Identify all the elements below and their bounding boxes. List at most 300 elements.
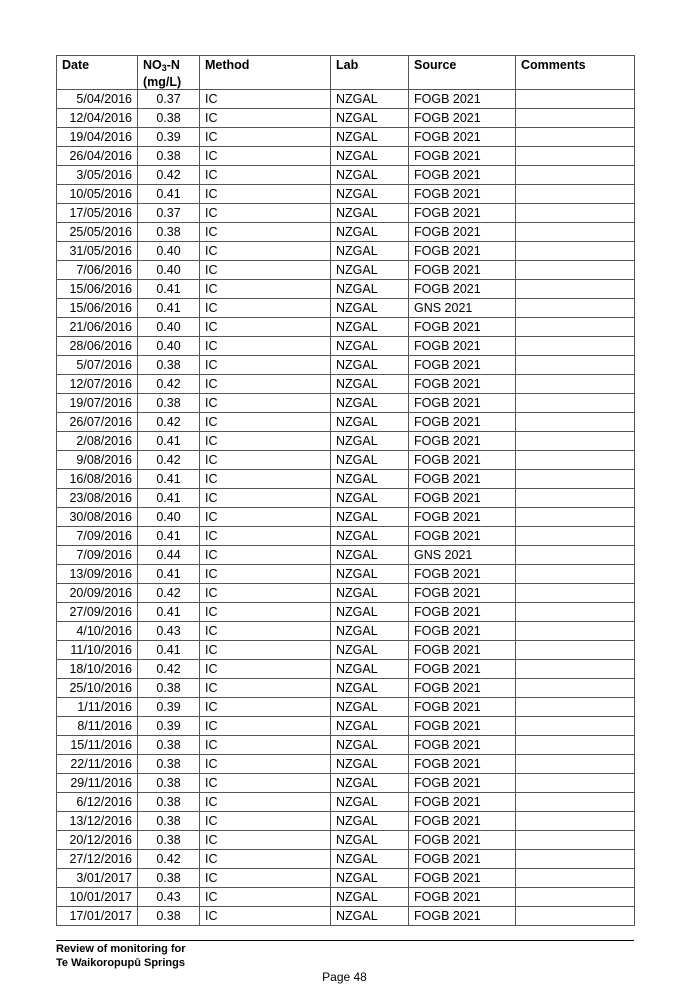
cell-lab: NZGAL [331, 679, 409, 698]
cell-method: IC [200, 641, 331, 660]
cell-comments [516, 869, 635, 888]
cell-no3n: 0.38 [138, 736, 200, 755]
cell-lab: NZGAL [331, 907, 409, 926]
cell-comments [516, 489, 635, 508]
cell-method: IC [200, 698, 331, 717]
cell-lab: NZGAL [331, 793, 409, 812]
table-row [57, 508, 635, 527]
cell-comments [516, 432, 635, 451]
cell-date: 7/09/2016 [57, 527, 138, 546]
cell-no3n: 0.38 [138, 812, 200, 831]
cell-comments [516, 565, 635, 584]
cell-source: FOGB 2021 [409, 185, 516, 204]
table-header-row [57, 56, 635, 90]
cell-lab: NZGAL [331, 90, 409, 109]
cell-method: IC [200, 223, 331, 242]
cell-comments [516, 470, 635, 489]
cell-no3n: 0.38 [138, 755, 200, 774]
cell-method: IC [200, 679, 331, 698]
cell-date: 26/04/2016 [57, 147, 138, 166]
table-row [57, 565, 635, 584]
cell-method: IC [200, 299, 331, 318]
cell-comments [516, 888, 635, 907]
table-row [57, 166, 635, 185]
cell-lab: NZGAL [331, 660, 409, 679]
table-row [57, 223, 635, 242]
cell-source: FOGB 2021 [409, 603, 516, 622]
cell-lab: NZGAL [331, 242, 409, 261]
cell-method: IC [200, 375, 331, 394]
cell-method: IC [200, 128, 331, 147]
cell-comments [516, 546, 635, 565]
cell-source: FOGB 2021 [409, 755, 516, 774]
table-row [57, 812, 635, 831]
cell-date: 20/09/2016 [57, 584, 138, 603]
header-source: Source [409, 56, 516, 90]
monitoring-table [56, 55, 635, 926]
cell-date: 11/10/2016 [57, 641, 138, 660]
cell-method: IC [200, 774, 331, 793]
cell-source: FOGB 2021 [409, 508, 516, 527]
cell-lab: NZGAL [331, 888, 409, 907]
cell-date: 20/12/2016 [57, 831, 138, 850]
cell-lab: NZGAL [331, 413, 409, 432]
cell-source: FOGB 2021 [409, 318, 516, 337]
cell-source: FOGB 2021 [409, 622, 516, 641]
cell-source: FOGB 2021 [409, 337, 516, 356]
cell-date: 17/01/2017 [57, 907, 138, 926]
cell-date: 23/08/2016 [57, 489, 138, 508]
cell-source: FOGB 2021 [409, 375, 516, 394]
table-row [57, 527, 635, 546]
cell-method: IC [200, 850, 331, 869]
cell-no3n: 0.38 [138, 774, 200, 793]
cell-date: 12/04/2016 [57, 109, 138, 128]
cell-source: FOGB 2021 [409, 793, 516, 812]
page-number: Page 48 [322, 970, 367, 984]
cell-source: FOGB 2021 [409, 660, 516, 679]
cell-no3n: 0.38 [138, 831, 200, 850]
table-row [57, 375, 635, 394]
cell-method: IC [200, 888, 331, 907]
cell-lab: NZGAL [331, 603, 409, 622]
table-row [57, 470, 635, 489]
header-no3-main: NO [143, 58, 162, 72]
cell-method: IC [200, 736, 331, 755]
table-row [57, 185, 635, 204]
cell-comments [516, 413, 635, 432]
cell-source: FOGB 2021 [409, 204, 516, 223]
cell-source: FOGB 2021 [409, 128, 516, 147]
cell-no3n: 0.40 [138, 261, 200, 280]
cell-date: 17/05/2016 [57, 204, 138, 223]
cell-comments [516, 774, 635, 793]
cell-comments [516, 850, 635, 869]
cell-method: IC [200, 451, 331, 470]
cell-date: 2/08/2016 [57, 432, 138, 451]
cell-no3n: 0.39 [138, 698, 200, 717]
cell-lab: NZGAL [331, 432, 409, 451]
cell-date: 31/05/2016 [57, 242, 138, 261]
cell-lab: NZGAL [331, 831, 409, 850]
cell-source: FOGB 2021 [409, 565, 516, 584]
cell-date: 10/05/2016 [57, 185, 138, 204]
cell-no3n: 0.42 [138, 660, 200, 679]
table-row [57, 736, 635, 755]
cell-method: IC [200, 204, 331, 223]
cell-method: IC [200, 337, 331, 356]
cell-lab: NZGAL [331, 698, 409, 717]
table-row [57, 109, 635, 128]
cell-method: IC [200, 432, 331, 451]
cell-date: 19/07/2016 [57, 394, 138, 413]
cell-no3n: 0.41 [138, 280, 200, 299]
table-row [57, 394, 635, 413]
table-row [57, 850, 635, 869]
footer-title-line2: Te Waikoropupū Springs [56, 957, 185, 969]
cell-no3n: 0.42 [138, 413, 200, 432]
table-row [57, 90, 635, 109]
cell-method: IC [200, 907, 331, 926]
cell-no3n: 0.42 [138, 375, 200, 394]
header-no3-sub: 3 [161, 63, 167, 73]
cell-comments [516, 204, 635, 223]
cell-lab: NZGAL [331, 223, 409, 242]
cell-comments [516, 736, 635, 755]
cell-date: 6/12/2016 [57, 793, 138, 812]
cell-method: IC [200, 755, 331, 774]
cell-no3n: 0.41 [138, 641, 200, 660]
cell-comments [516, 299, 635, 318]
cell-no3n: 0.38 [138, 907, 200, 926]
cell-no3n: 0.40 [138, 242, 200, 261]
cell-no3n: 0.41 [138, 299, 200, 318]
cell-no3n: 0.37 [138, 90, 200, 109]
cell-date: 25/10/2016 [57, 679, 138, 698]
cell-no3n: 0.41 [138, 527, 200, 546]
cell-no3n: 0.38 [138, 869, 200, 888]
table-row [57, 793, 635, 812]
table-row [57, 337, 635, 356]
cell-lab: NZGAL [331, 109, 409, 128]
cell-no3n: 0.39 [138, 717, 200, 736]
table-row [57, 432, 635, 451]
cell-lab: NZGAL [331, 451, 409, 470]
cell-no3n: 0.38 [138, 394, 200, 413]
table-row [57, 451, 635, 470]
cell-comments [516, 280, 635, 299]
cell-method: IC [200, 413, 331, 432]
table-row [57, 318, 635, 337]
cell-method: IC [200, 185, 331, 204]
footer-title-line1: Review of monitoring for [56, 943, 186, 955]
cell-date: 28/06/2016 [57, 337, 138, 356]
cell-lab: NZGAL [331, 337, 409, 356]
cell-date: 18/10/2016 [57, 660, 138, 679]
cell-method: IC [200, 261, 331, 280]
cell-method: IC [200, 394, 331, 413]
cell-source: FOGB 2021 [409, 470, 516, 489]
cell-lab: NZGAL [331, 508, 409, 527]
cell-comments [516, 603, 635, 622]
cell-date: 15/06/2016 [57, 280, 138, 299]
cell-lab: NZGAL [331, 489, 409, 508]
table-row [57, 356, 635, 375]
cell-no3n: 0.39 [138, 128, 200, 147]
cell-source: FOGB 2021 [409, 641, 516, 660]
cell-no3n: 0.42 [138, 451, 200, 470]
cell-comments [516, 223, 635, 242]
header-lab: Lab [331, 56, 409, 90]
table-row [57, 584, 635, 603]
cell-source: GNS 2021 [409, 546, 516, 565]
cell-date: 7/09/2016 [57, 546, 138, 565]
cell-date: 19/04/2016 [57, 128, 138, 147]
cell-date: 13/12/2016 [57, 812, 138, 831]
cell-comments [516, 660, 635, 679]
cell-lab: NZGAL [331, 774, 409, 793]
cell-no3n: 0.42 [138, 850, 200, 869]
cell-no3n: 0.40 [138, 318, 200, 337]
cell-no3n: 0.41 [138, 603, 200, 622]
cell-source: GNS 2021 [409, 299, 516, 318]
cell-source: FOGB 2021 [409, 736, 516, 755]
cell-source: FOGB 2021 [409, 451, 516, 470]
table-row [57, 660, 635, 679]
cell-method: IC [200, 793, 331, 812]
header-no3-suffix: -N [166, 58, 180, 72]
cell-source: FOGB 2021 [409, 812, 516, 831]
cell-source: FOGB 2021 [409, 90, 516, 109]
cell-source: FOGB 2021 [409, 698, 516, 717]
cell-lab: NZGAL [331, 147, 409, 166]
cell-comments [516, 375, 635, 394]
cell-method: IC [200, 166, 331, 185]
table-row [57, 280, 635, 299]
table-row [57, 698, 635, 717]
cell-comments [516, 90, 635, 109]
table-row [57, 869, 635, 888]
cell-method: IC [200, 717, 331, 736]
cell-source: FOGB 2021 [409, 584, 516, 603]
table-row [57, 622, 635, 641]
cell-source: FOGB 2021 [409, 394, 516, 413]
cell-method: IC [200, 603, 331, 622]
cell-method: IC [200, 869, 331, 888]
cell-method: IC [200, 242, 331, 261]
table-row [57, 774, 635, 793]
cell-source: FOGB 2021 [409, 888, 516, 907]
cell-no3n: 0.41 [138, 185, 200, 204]
cell-source: FOGB 2021 [409, 166, 516, 185]
cell-lab: NZGAL [331, 280, 409, 299]
cell-date: 29/11/2016 [57, 774, 138, 793]
table-row [57, 242, 635, 261]
cell-lab: NZGAL [331, 375, 409, 394]
cell-no3n: 0.41 [138, 489, 200, 508]
cell-no3n: 0.38 [138, 109, 200, 128]
cell-method: IC [200, 147, 331, 166]
cell-no3n: 0.38 [138, 223, 200, 242]
cell-lab: NZGAL [331, 299, 409, 318]
cell-no3n: 0.43 [138, 622, 200, 641]
cell-source: FOGB 2021 [409, 413, 516, 432]
cell-lab: NZGAL [331, 584, 409, 603]
cell-comments [516, 641, 635, 660]
cell-method: IC [200, 565, 331, 584]
cell-date: 12/07/2016 [57, 375, 138, 394]
cell-no3n: 0.38 [138, 356, 200, 375]
cell-date: 15/11/2016 [57, 736, 138, 755]
table-row [57, 204, 635, 223]
cell-comments [516, 679, 635, 698]
cell-date: 8/11/2016 [57, 717, 138, 736]
cell-date: 26/07/2016 [57, 413, 138, 432]
cell-comments [516, 147, 635, 166]
table-row [57, 261, 635, 280]
cell-no3n: 0.42 [138, 584, 200, 603]
cell-lab: NZGAL [331, 546, 409, 565]
cell-date: 4/10/2016 [57, 622, 138, 641]
cell-no3n: 0.38 [138, 793, 200, 812]
table-row [57, 128, 635, 147]
cell-method: IC [200, 546, 331, 565]
table-row [57, 413, 635, 432]
cell-lab: NZGAL [331, 869, 409, 888]
cell-lab: NZGAL [331, 622, 409, 641]
cell-no3n: 0.38 [138, 147, 200, 166]
cell-date: 1/11/2016 [57, 698, 138, 717]
cell-lab: NZGAL [331, 565, 409, 584]
cell-lab: NZGAL [331, 755, 409, 774]
cell-no3n: 0.38 [138, 679, 200, 698]
cell-date: 25/05/2016 [57, 223, 138, 242]
cell-date: 27/12/2016 [57, 850, 138, 869]
cell-method: IC [200, 660, 331, 679]
table-row [57, 831, 635, 850]
cell-no3n: 0.41 [138, 432, 200, 451]
cell-comments [516, 793, 635, 812]
cell-no3n: 0.40 [138, 508, 200, 527]
cell-comments [516, 584, 635, 603]
cell-method: IC [200, 622, 331, 641]
cell-no3n: 0.42 [138, 166, 200, 185]
cell-method: IC [200, 280, 331, 299]
header-date: Date [57, 56, 138, 90]
cell-comments [516, 337, 635, 356]
cell-comments [516, 451, 635, 470]
table-row [57, 603, 635, 622]
cell-method: IC [200, 508, 331, 527]
cell-lab: NZGAL [331, 356, 409, 375]
table-row [57, 489, 635, 508]
cell-source: FOGB 2021 [409, 242, 516, 261]
cell-lab: NZGAL [331, 185, 409, 204]
cell-comments [516, 261, 635, 280]
cell-lab: NZGAL [331, 166, 409, 185]
cell-comments [516, 622, 635, 641]
cell-source: FOGB 2021 [409, 869, 516, 888]
footer-divider [56, 940, 634, 941]
cell-date: 22/11/2016 [57, 755, 138, 774]
cell-lab: NZGAL [331, 527, 409, 546]
cell-source: FOGB 2021 [409, 527, 516, 546]
table-body [57, 90, 635, 926]
header-method: Method [200, 56, 331, 90]
cell-method: IC [200, 527, 331, 546]
table-row [57, 641, 635, 660]
cell-source: FOGB 2021 [409, 356, 516, 375]
cell-comments [516, 717, 635, 736]
cell-source: FOGB 2021 [409, 109, 516, 128]
cell-comments [516, 242, 635, 261]
cell-source: FOGB 2021 [409, 280, 516, 299]
cell-no3n: 0.40 [138, 337, 200, 356]
cell-date: 30/08/2016 [57, 508, 138, 527]
cell-source: FOGB 2021 [409, 432, 516, 451]
cell-comments [516, 755, 635, 774]
cell-lab: NZGAL [331, 641, 409, 660]
cell-no3n: 0.44 [138, 546, 200, 565]
header-comments: Comments [516, 56, 635, 90]
cell-comments [516, 508, 635, 527]
cell-comments [516, 698, 635, 717]
cell-method: IC [200, 489, 331, 508]
cell-date: 15/06/2016 [57, 299, 138, 318]
cell-comments [516, 812, 635, 831]
cell-source: FOGB 2021 [409, 489, 516, 508]
table-row [57, 147, 635, 166]
cell-comments [516, 356, 635, 375]
header-no3-unit: (mg/L) [143, 75, 182, 89]
cell-comments [516, 907, 635, 926]
cell-lab: NZGAL [331, 850, 409, 869]
cell-date: 16/08/2016 [57, 470, 138, 489]
cell-date: 21/06/2016 [57, 318, 138, 337]
table-row [57, 299, 635, 318]
cell-lab: NZGAL [331, 204, 409, 223]
table-row [57, 755, 635, 774]
cell-date: 3/01/2017 [57, 869, 138, 888]
header-no3n [138, 56, 200, 90]
cell-source: FOGB 2021 [409, 831, 516, 850]
cell-no3n: 0.37 [138, 204, 200, 223]
cell-comments [516, 318, 635, 337]
cell-comments [516, 185, 635, 204]
cell-date: 5/04/2016 [57, 90, 138, 109]
cell-method: IC [200, 109, 331, 128]
table-row [57, 546, 635, 565]
cell-method: IC [200, 90, 331, 109]
table-row [57, 907, 635, 926]
cell-comments [516, 394, 635, 413]
cell-no3n: 0.43 [138, 888, 200, 907]
cell-method: IC [200, 812, 331, 831]
cell-lab: NZGAL [331, 394, 409, 413]
cell-lab: NZGAL [331, 736, 409, 755]
cell-source: FOGB 2021 [409, 907, 516, 926]
cell-no3n: 0.41 [138, 470, 200, 489]
cell-source: FOGB 2021 [409, 261, 516, 280]
cell-date: 5/07/2016 [57, 356, 138, 375]
cell-date: 27/09/2016 [57, 603, 138, 622]
footer-title [56, 942, 186, 970]
cell-comments [516, 166, 635, 185]
cell-lab: NZGAL [331, 717, 409, 736]
cell-comments [516, 109, 635, 128]
cell-comments [516, 527, 635, 546]
cell-lab: NZGAL [331, 812, 409, 831]
